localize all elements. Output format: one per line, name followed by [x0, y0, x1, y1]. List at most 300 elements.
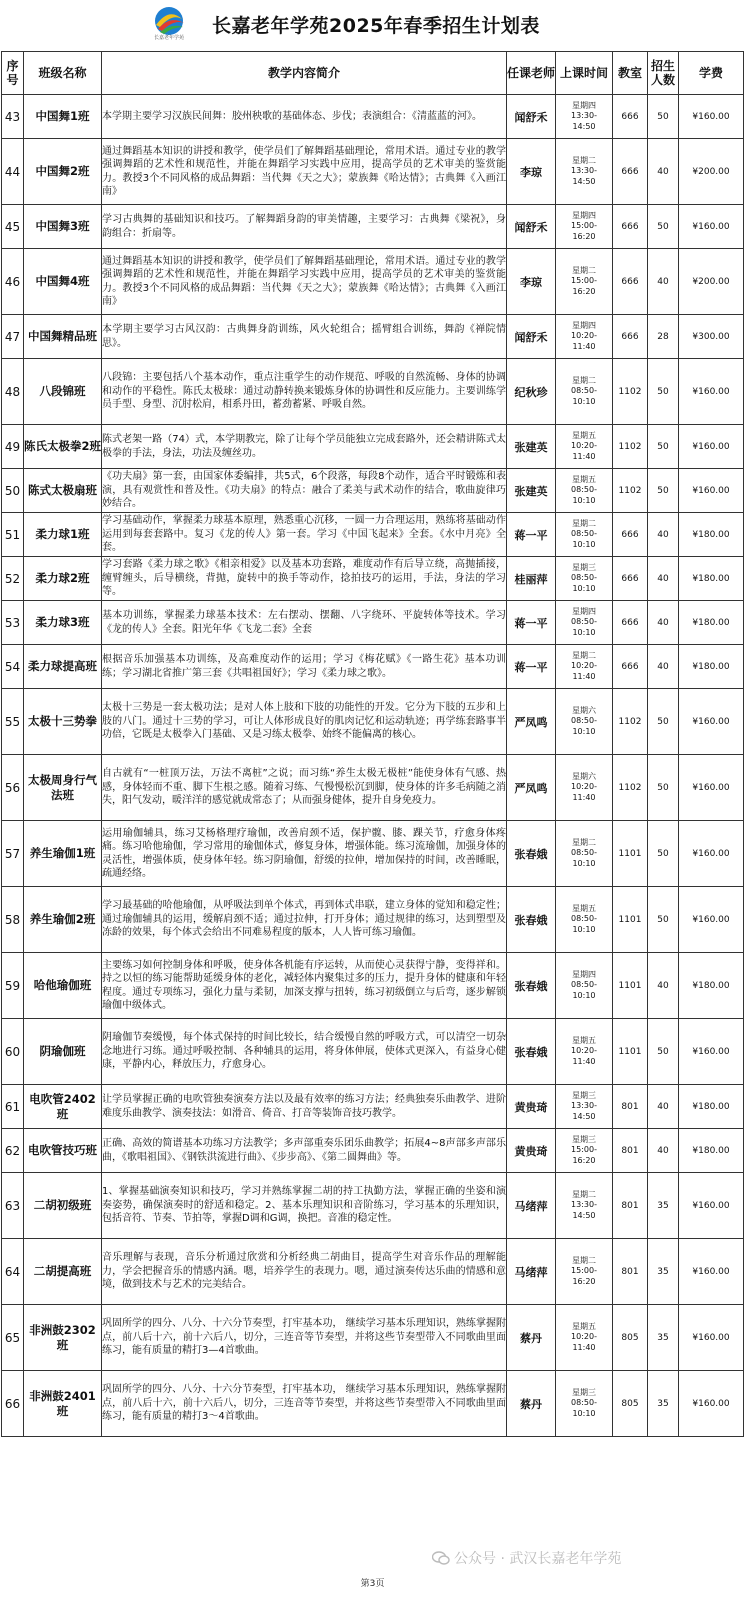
class-name: 非洲鼓2302班 [24, 1305, 102, 1371]
table-row [2, 1305, 744, 1371]
classroom: 666 [613, 95, 648, 139]
class-start: 08:50- [571, 573, 597, 583]
class-description: 本学期主要学习汉族民间舞：胶州秧歌的基础体态、步伐；表演组合：《清蓝蓝的河》。 [102, 95, 507, 139]
class-description: 陈式老架一路（74）式，本学期教完，除了让每个学员能独立完成套路外，还会精讲陈式太极拳的手法，身法，功法及缠丝功。 [102, 425, 507, 469]
class-start: 08:50- [571, 980, 597, 990]
class-start: 10:20- [571, 1046, 597, 1056]
class-start: 10:20- [571, 1332, 597, 1342]
header-teacher: 任课老师 [507, 52, 556, 95]
teacher-name: 张春娥 [507, 887, 556, 953]
tuition-fee: ¥200.00 [679, 249, 744, 315]
class-day: 星期四 [572, 210, 596, 220]
class-description: 学习最基础的哈他瑜伽，从呼吸法到单个体式，再到体式串联，建立身体的觉知和稳定性；通过瑜伽辅具的运用，缓解肩颈不适；通过拉伸，打开身体；通过规律的练习，达到塑型及冻龄的效果，每个体式会给出不同难易程度的版本，人人皆可练习瑜伽。 [102, 887, 507, 953]
class-end: 16:20 [572, 1155, 596, 1165]
teacher-name: 蒋一平 [507, 645, 556, 689]
enrollment-count: 40 [648, 645, 679, 689]
classroom: 666 [613, 315, 648, 359]
teacher-name: 蔡丹 [507, 1305, 556, 1371]
enrollment-count: 50 [648, 1019, 679, 1085]
class-time [556, 469, 613, 513]
table-row [2, 359, 744, 425]
tuition-fee: ¥160.00 [679, 1173, 744, 1239]
class-end: 10:10 [572, 990, 596, 1000]
class-name: 陈氏太极拳2班 [24, 425, 102, 469]
class-start: 10:20- [571, 782, 597, 792]
table-row [2, 1173, 744, 1239]
class-name: 柔力球3班 [24, 601, 102, 645]
class-time [556, 557, 613, 601]
class-time [556, 755, 613, 821]
classroom: 1101 [613, 1019, 648, 1085]
classroom: 801 [613, 1173, 648, 1239]
teacher-name: 马绪萍 [507, 1239, 556, 1305]
table-row [2, 821, 744, 887]
class-end: 10:10 [572, 627, 596, 637]
class-end: 10:10 [572, 539, 596, 549]
class-end: 11:40 [572, 451, 596, 461]
class-name: 柔力球2班 [24, 557, 102, 601]
table-row [2, 513, 744, 557]
class-name: 二胡初级班 [24, 1173, 102, 1239]
class-day: 星期五 [572, 474, 596, 484]
teacher-name: 严凤鸣 [507, 755, 556, 821]
classroom: 1102 [613, 469, 648, 513]
table-row [2, 1019, 744, 1085]
enrollment-count: 50 [648, 821, 679, 887]
class-description: 八段锦：主要包括八个基本动作，重点注重学生的动作规范、呼吸的自然流畅、身体的协调和动作的平稳性。陈氏太极球：通过动静转换来锻炼身体的协调性和反应能力。主要训练学员手型、身型、沉肘松肩，相系丹田，蓄劲蓄紧、呼吸自然。 [102, 359, 507, 425]
class-description: 让学员掌握正确的电吹管独奏演奏方法以及最有效率的练习方法；经典独奏乐曲教学、进阶难度乐曲教学、演奏技法：如滑音、倚音、打音等装饰音技巧教学。 [102, 1085, 507, 1129]
header-name: 班级名称 [24, 52, 102, 95]
tuition-fee: ¥160.00 [679, 1239, 744, 1305]
class-time [556, 205, 613, 249]
enrollment-count: 50 [648, 205, 679, 249]
class-end: 10:10 [572, 396, 596, 406]
teacher-name: 蒋一平 [507, 601, 556, 645]
row-number: 65 [2, 1305, 24, 1371]
class-name: 陈式太极扇班 [24, 469, 102, 513]
classroom: 1102 [613, 755, 648, 821]
tuition-fee: ¥300.00 [679, 315, 744, 359]
class-name: 中国舞2班 [24, 139, 102, 205]
tuition-fee: ¥160.00 [679, 689, 744, 755]
class-description: 主要练习如何控制身体和呼吸，使身体各机能有序运转，从而使心灵获得宁静，变得祥和。持之以恒的练习能帮助延缓身体的老化，减轻体内聚集过多的压力，提升身体的健康和年轻程度。通过专项练习，强化力量与柔韧，加深支撑与扭转，练习初级倒立与后弯，逐步解锁瑜伽中级体式。 [102, 953, 507, 1019]
class-end: 16:20 [572, 286, 596, 296]
class-start: 13:30- [571, 166, 597, 176]
class-name: 电吹管技巧班 [24, 1129, 102, 1173]
tuition-fee: ¥160.00 [679, 1305, 744, 1371]
classroom: 1101 [613, 953, 648, 1019]
class-description: 通过舞蹈基本知识的讲授和教学，使学员们了解舞蹈基础理论，常用术语。通过专业的教学强调舞蹈的艺术性和规范性，并能在舞蹈学习实践中应用，提高学员的艺术审美的鉴赏能力。教授3个不同风格的成品舞蹈：当代舞《天之大》；蒙族舞《哈达情》；古典舞《入画江南》 [102, 249, 507, 315]
class-name: 柔力球提高班 [24, 645, 102, 689]
class-start: 15:00- [571, 221, 597, 231]
row-number: 53 [2, 601, 24, 645]
enrollment-count: 40 [648, 1085, 679, 1129]
tuition-fee: ¥160.00 [679, 469, 744, 513]
classroom: 666 [613, 645, 648, 689]
table-row [2, 755, 744, 821]
class-name: 柔力球1班 [24, 513, 102, 557]
class-time [556, 887, 613, 953]
row-number: 66 [2, 1371, 24, 1437]
class-day: 星期四 [572, 100, 596, 110]
classroom: 666 [613, 557, 648, 601]
tuition-fee: ¥160.00 [679, 425, 744, 469]
teacher-name: 闻舒禾 [507, 205, 556, 249]
teacher-name: 桂丽萍 [507, 557, 556, 601]
row-number: 49 [2, 425, 24, 469]
logo-text: 长嘉老年学苑 [153, 35, 184, 41]
tuition-fee: ¥180.00 [679, 601, 744, 645]
table-row [2, 139, 744, 205]
row-number: 61 [2, 1085, 24, 1129]
header-time: 上课时间 [556, 52, 613, 95]
class-start: 08:50- [571, 386, 597, 396]
class-start: 08:50- [571, 529, 597, 539]
tuition-fee: ¥160.00 [679, 95, 744, 139]
class-day: 星期二 [572, 650, 596, 660]
row-number: 46 [2, 249, 24, 315]
class-time [556, 1305, 613, 1371]
tuition-fee: ¥160.00 [679, 887, 744, 953]
class-time [556, 139, 613, 205]
class-day: 星期三 [572, 1387, 596, 1397]
class-day: 星期二 [572, 375, 596, 385]
class-end: 11:40 [572, 671, 596, 681]
class-day: 星期二 [572, 265, 596, 275]
enrollment-count: 35 [648, 1371, 679, 1437]
class-time [556, 359, 613, 425]
classroom: 1102 [613, 359, 648, 425]
class-name: 二胡提高班 [24, 1239, 102, 1305]
class-start: 10:20- [571, 441, 597, 451]
tuition-fee: ¥180.00 [679, 1085, 744, 1129]
row-number: 48 [2, 359, 24, 425]
class-time [556, 601, 613, 645]
classroom: 801 [613, 1129, 648, 1173]
row-number: 64 [2, 1239, 24, 1305]
class-day: 星期五 [572, 903, 596, 913]
class-end: 11:40 [572, 1342, 596, 1352]
class-name: 太极十三势拳 [24, 689, 102, 755]
class-start: 08:50- [571, 848, 597, 858]
class-start: 10:20- [571, 331, 597, 341]
class-name: 太极周身行气法班 [24, 755, 102, 821]
enrollment-count: 40 [648, 513, 679, 557]
tuition-fee: ¥180.00 [679, 1129, 744, 1173]
class-time [556, 1173, 613, 1239]
table-row [2, 1129, 744, 1173]
class-start: 15:00- [571, 1145, 597, 1155]
class-end: 14:50 [572, 1111, 596, 1121]
tuition-fee: ¥160.00 [679, 1371, 744, 1437]
table-row [2, 557, 744, 601]
table-row [2, 953, 744, 1019]
tuition-fee: ¥200.00 [679, 139, 744, 205]
teacher-name: 蒋一平 [507, 513, 556, 557]
class-end: 10:10 [572, 1408, 596, 1418]
tuition-fee: ¥180.00 [679, 557, 744, 601]
class-day: 星期三 [572, 562, 596, 572]
tuition-fee: ¥160.00 [679, 205, 744, 249]
header-room: 教室 [613, 52, 648, 95]
tuition-fee: ¥160.00 [679, 1019, 744, 1085]
class-time [556, 249, 613, 315]
tuition-fee: ¥180.00 [679, 645, 744, 689]
class-description: 1、掌握基础演奏知识和技巧，学习并熟练掌握二胡的持工执勤方法，掌握正确的坐姿和演奏姿势，确保演奏时的舒适和稳定。2、基本乐理知识和音阶练习，学习基本的乐理知识，包括音符、节奏、节拍等，掌握D调和G调，换把。音准的稳定性。 [102, 1173, 507, 1239]
class-end: 14:50 [572, 176, 596, 186]
header-fee: 学费 [679, 52, 744, 95]
table-header-row [2, 52, 744, 95]
class-description: 太极十三势是一套太极功法；是对人体上肢和下肢的功能性的开发。它分为下肢的五步和上肢的八门。通过十三势的学习，可让人体形成良好的肌肉记忆和运动轨迹；再学练套路事半功倍，它既是太极拳入门基础、又是习练太极拳、始终不能偏离的核心。 [102, 689, 507, 755]
class-end: 11:40 [572, 792, 596, 802]
table-row [2, 601, 744, 645]
enrollment-count: 50 [648, 689, 679, 755]
class-time [556, 95, 613, 139]
table-row [2, 315, 744, 359]
page-title: 长嘉老年学苑2025年春季招生计划表 [212, 15, 540, 37]
table-row [2, 887, 744, 953]
page-header [0, 0, 745, 50]
class-name: 中国舞1班 [24, 95, 102, 139]
enrollment-count: 40 [648, 557, 679, 601]
class-day: 星期五 [572, 1321, 596, 1331]
classroom: 801 [613, 1239, 648, 1305]
class-end: 10:10 [572, 924, 596, 934]
class-start: 08:50- [571, 914, 597, 924]
class-end: 10:10 [572, 583, 596, 593]
class-end: 14:50 [572, 121, 596, 131]
row-number: 56 [2, 755, 24, 821]
enrollment-count: 50 [648, 887, 679, 953]
teacher-name: 李琼 [507, 249, 556, 315]
row-number: 59 [2, 953, 24, 1019]
class-end: 16:20 [572, 1276, 596, 1286]
classroom: 1101 [613, 821, 648, 887]
class-time [556, 1239, 613, 1305]
table-row [2, 425, 744, 469]
class-end: 11:40 [572, 341, 596, 351]
classroom: 805 [613, 1371, 648, 1437]
enrollment-count: 40 [648, 601, 679, 645]
class-day: 星期五 [572, 430, 596, 440]
row-number: 45 [2, 205, 24, 249]
class-description: 学习套路《柔力球之歌》《相亲相爱》以及基本功套路，难度动作有后导立绕，高抛插接，缠臂缠头，后导横绕，背抛，旋转中的换手等动作，捻拍技巧的运用，手法，身法的学习等。 [102, 557, 507, 601]
enrollment-count: 50 [648, 425, 679, 469]
tuition-fee: ¥160.00 [679, 821, 744, 887]
enrollment-count: 40 [648, 1129, 679, 1173]
enrollment-count: 35 [648, 1173, 679, 1239]
table-row [2, 205, 744, 249]
teacher-name: 李琼 [507, 139, 556, 205]
class-day: 星期二 [572, 1189, 596, 1199]
class-name: 非洲鼓2401班 [24, 1371, 102, 1437]
class-time [556, 645, 613, 689]
class-name: 哈他瑜伽班 [24, 953, 102, 1019]
class-start: 08:50- [571, 716, 597, 726]
class-name: 阴瑜伽班 [24, 1019, 102, 1085]
tuition-fee: ¥180.00 [679, 953, 744, 1019]
class-description: 巩固所学的四分、八分、十六分节奏型，打牢基本功， 继续学习基本乐理知识，熟练掌握附点，前八后十六，前十六后八，切分，三连音等节奏型，并将这些节奏型带入不同歌曲里面练习，能有质量的精打3—4首歌曲。 [102, 1305, 507, 1371]
tuition-fee: ¥160.00 [679, 755, 744, 821]
teacher-name: 纪秋珍 [507, 359, 556, 425]
table-row [2, 1085, 744, 1129]
teacher-name: 蔡丹 [507, 1371, 556, 1437]
class-start: 15:00- [571, 276, 597, 286]
teacher-name: 马绪萍 [507, 1173, 556, 1239]
class-time [556, 1371, 613, 1437]
header-content: 教学内容简介 [102, 52, 507, 95]
class-end: 11:40 [572, 1056, 596, 1066]
teacher-name: 张春娥 [507, 1019, 556, 1085]
header-seats: 招生人数 [648, 52, 679, 95]
teacher-name: 张春娥 [507, 953, 556, 1019]
class-start: 10:20- [571, 661, 597, 671]
classroom: 666 [613, 601, 648, 645]
class-start: 08:50- [571, 485, 597, 495]
class-description: 基本功训练，掌握柔力球基本技术：左右摆动、摆翻、八字绕环、平旋转体等技术。学习《龙的传人》全套。阳光年华《飞龙二套》全套 [102, 601, 507, 645]
class-day: 星期二 [572, 837, 596, 847]
enrollment-count: 50 [648, 755, 679, 821]
class-time [556, 1129, 613, 1173]
row-number: 43 [2, 95, 24, 139]
class-end: 10:10 [572, 858, 596, 868]
class-start: 15:00- [571, 1266, 597, 1276]
class-time [556, 1085, 613, 1129]
class-time [556, 513, 613, 557]
tuition-fee: ¥160.00 [679, 359, 744, 425]
class-description: 正确、高效的简谱基本功练习方法教学；多声部重奏乐团乐曲教学；拓展4~8声部多声部乐曲，《歌唱祖国》、《钢铁洪流进行曲》、《步步高》、《第二圆舞曲》等。 [102, 1129, 507, 1173]
classroom: 805 [613, 1305, 648, 1371]
teacher-name: 闻舒禾 [507, 95, 556, 139]
class-description: 根据音乐加强基本功训练，及高难度动作的运用；学习《梅花赋》《一路生花》基本功训练；学习湖北省推广第三套《共唱祖国好》；学习《柔力球之歌》。 [102, 645, 507, 689]
classroom: 666 [613, 249, 648, 315]
class-start: 13:30- [571, 1101, 597, 1111]
row-number: 51 [2, 513, 24, 557]
table-row [2, 95, 744, 139]
enrollment-count: 50 [648, 359, 679, 425]
wechat-icon [432, 1551, 450, 1565]
class-description: 《功夫扇》第一套，由国家体委编排，共5式，6个段落，每段8个动作，适合平时锻炼和表演，具有观赏性和普及性。《功夫扇》的特点：融合了柔美与武术动作的结合，歌曲旋律巧妙结合。 [102, 469, 507, 513]
class-description: 学习古典舞的基础知识和技巧。了解舞蹈身韵的审美情趣，主要学习：古典舞《梁祝》，身韵组合：折扇等。 [102, 205, 507, 249]
table-row [2, 1239, 744, 1305]
row-number: 58 [2, 887, 24, 953]
class-day: 星期四 [572, 606, 596, 616]
class-day: 星期三 [572, 1134, 596, 1144]
classroom: 666 [613, 139, 648, 205]
watermark [432, 1548, 621, 1568]
tuition-fee: ¥180.00 [679, 513, 744, 557]
teacher-name: 张建英 [507, 469, 556, 513]
classroom: 1102 [613, 425, 648, 469]
class-day: 星期二 [572, 1255, 596, 1265]
class-name: 中国舞3班 [24, 205, 102, 249]
class-time [556, 425, 613, 469]
class-name: 养生瑜伽1班 [24, 821, 102, 887]
row-number: 44 [2, 139, 24, 205]
class-end: 10:10 [572, 726, 596, 736]
teacher-name: 张建英 [507, 425, 556, 469]
class-description: 自古就有“一桩顶万法，万法不离桩”之说；而习练“养生太极无极桩”能使身体有气感、热感，身体轻而不重、脚下生根之感。随着习练、气慢慢松沉到脚，使身体的许多毛病随之消失，阳气发动，暖洋洋的感觉就成常态了；从而强身健体，提升自身免疫力。 [102, 755, 507, 821]
classroom: 1101 [613, 887, 648, 953]
enrollment-count: 50 [648, 95, 679, 139]
classroom: 666 [613, 205, 648, 249]
class-end: 16:20 [572, 231, 596, 241]
class-start: 13:30- [571, 111, 597, 121]
class-description: 巩固所学的四分、八分、十六分节奏型，打牢基本功， 继续学习基本乐理知识，熟练掌握附点，前八后十六，前十六后八，切分，三连音等节奏型，并将这些节奏型带入不同歌曲里面练习，能有质量的精打3～4首歌曲。 [102, 1371, 507, 1437]
table-row [2, 249, 744, 315]
row-number: 47 [2, 315, 24, 359]
teacher-name: 黄贵琦 [507, 1129, 556, 1173]
class-name: 中国舞精品班 [24, 315, 102, 359]
class-description: 学习基础动作，掌握柔力球基本原理，熟悉重心沉移，一圆一力合理运用，熟练将基础动作运用到每套套路中。复习《龙的传人》第一套。学习《中国飞起来》全套。《水中月亮》全套。 [102, 513, 507, 557]
classroom: 801 [613, 1085, 648, 1129]
enrollment-count: 35 [648, 1305, 679, 1371]
enrollment-count: 40 [648, 953, 679, 1019]
row-number: 52 [2, 557, 24, 601]
class-start: 13:30- [571, 1200, 597, 1210]
class-time [556, 315, 613, 359]
page-number: 第3页 [360, 1579, 385, 1589]
class-start: 08:50- [571, 1398, 597, 1408]
row-number: 62 [2, 1129, 24, 1173]
classroom: 666 [613, 513, 648, 557]
teacher-name: 黄贵琦 [507, 1085, 556, 1129]
teacher-name: 闻舒禾 [507, 315, 556, 359]
enrollment-count: 28 [648, 315, 679, 359]
table-row [2, 645, 744, 689]
row-number: 57 [2, 821, 24, 887]
class-start: 08:50- [571, 617, 597, 627]
teacher-name: 严凤鸣 [507, 689, 556, 755]
row-number: 63 [2, 1173, 24, 1239]
row-number: 60 [2, 1019, 24, 1085]
class-name: 八段锦班 [24, 359, 102, 425]
row-number: 50 [2, 469, 24, 513]
enrollment-count: 40 [648, 249, 679, 315]
class-description: 阴瑜伽节奏缓慢，每个体式保持的时间比较长，结合缓慢自然的呼吸方式，可以清空一切杂念地进行习练。通过呼吸控制、各种辅具的运用，将身体伸展，使体式更深入，有益身心健康，平静内心，释放压力，疗愈身心。 [102, 1019, 507, 1085]
table-row [2, 469, 744, 513]
class-description: 运用瑜伽辅具，练习艾杨格理疗瑜伽，改善肩颈不适，保护髋、膝、踝关节，疗愈身体疼痛。练习哈他瑜伽，学习常用的瑜伽体式，修复身体，增强体能。练习流瑜伽，加强身体的灵活性，增强体质，使身体年轻。练习阴瑜伽，舒缓的拉伸，增加保持的时间，改善睡眠，疏通经络。 [102, 821, 507, 887]
class-name: 电吹管2402班 [24, 1085, 102, 1129]
watermark-text: 公众号 · 武汉长嘉老年学苑 [454, 1551, 622, 1567]
class-description: 音乐理解与表现，音乐分析通过欣赏和分析经典二胡曲目，提高学生对音乐作品的理解能力，学会把握音乐的情感内涵。嗯，培养学生的表现力。嗯，通过演奏传达乐曲的情感和意境，做到技术与艺术的完美结合。 [102, 1239, 507, 1305]
enrollment-count: 50 [648, 469, 679, 513]
class-day: 星期五 [572, 1035, 596, 1045]
row-number: 54 [2, 645, 24, 689]
class-name: 中国舞4班 [24, 249, 102, 315]
class-name: 养生瑜伽2班 [24, 887, 102, 953]
class-day: 星期三 [572, 1090, 596, 1100]
class-day: 星期二 [572, 155, 596, 165]
enrollment-table [1, 51, 744, 1437]
table-row [2, 689, 744, 755]
class-end: 10:10 [572, 495, 596, 505]
class-time [556, 953, 613, 1019]
class-day: 星期六 [572, 771, 596, 781]
class-description: 通过舞蹈基本知识的讲授和教学，使学员们了解舞蹈基础理论，常用术语。通过专业的教学强调舞蹈的艺术性和规范性，并能在舞蹈学习实践中应用，提高学员的艺术审美的鉴赏能力。教授3个不同风格的成品舞蹈：当代舞《天之大》；蒙族舞《哈达情》；古典舞《入画江南》 [102, 139, 507, 205]
classroom: 1102 [613, 689, 648, 755]
header-no: 序号 [2, 52, 24, 95]
class-day: 星期六 [572, 705, 596, 715]
class-time [556, 821, 613, 887]
class-day: 星期四 [572, 320, 596, 330]
enrollment-count: 35 [648, 1239, 679, 1305]
table-row [2, 1371, 744, 1437]
class-time [556, 1019, 613, 1085]
class-day: 星期四 [572, 969, 596, 979]
class-description: 本学期主要学习古风汉韵：古典舞身韵训练，风火轮组合；摇臂组合训练，舞韵《禅院情思》。 [102, 315, 507, 359]
class-time [556, 689, 613, 755]
